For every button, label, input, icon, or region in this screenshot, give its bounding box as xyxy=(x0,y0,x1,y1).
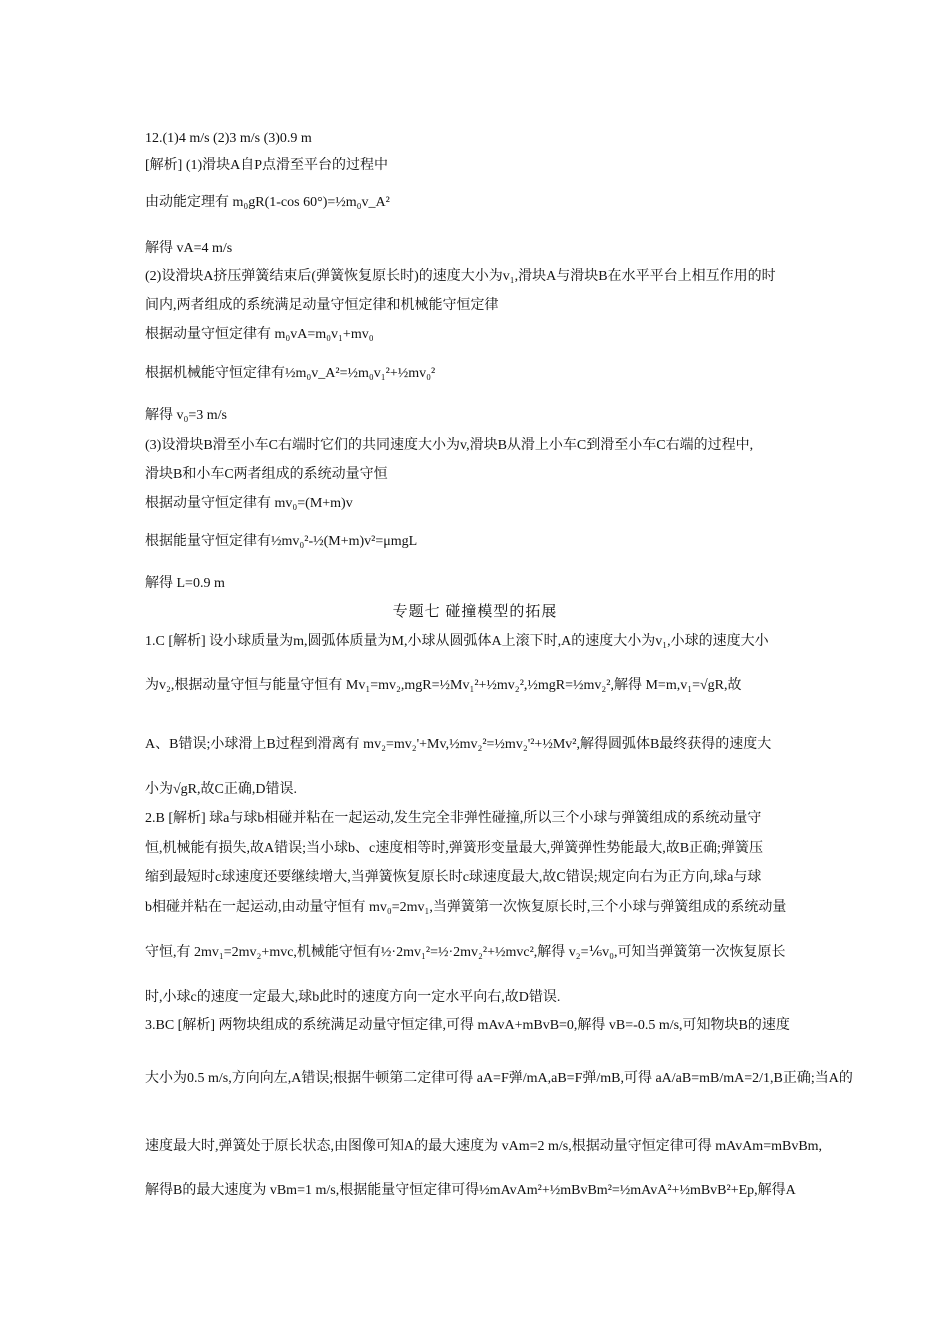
formula-line: 为v₂,根据动量守恒与能量守恒有 Mv₁=mv₂,mgR=½Mv₁²+½mv₂²,½mgR=½mv₂²,解得 M=m,v₁=√gR,故 xyxy=(145,678,742,693)
solution-line: (3)设滑块B滑至小车C右端时它们的共同速度大小为v,滑块B从滑上小车C到滑至小车C右端的过程中, xyxy=(145,438,754,453)
solution-line: 间内,两者组成的系统满足动量守恒定律和机械能守恒定律 xyxy=(145,298,499,313)
answer-12-header: 12.(1)4 m/s (2)3 m/s (3)0.9 m xyxy=(145,131,312,146)
solution-line: 解得 v₀=3 m/s xyxy=(145,408,228,423)
solution-line: 缩到最短时c球速度还要继续增大,当弹簧恢复原长时c球速度最大,故C错误;规定向右为正方向,球a与球 xyxy=(145,870,762,885)
solution-line: 时,小球c的速度一定最大,球b此时的速度方向一定水平向右,故D错误. xyxy=(145,990,561,1005)
solution-line: [解析] (1)滑块A自P点滑至平台的过程中 xyxy=(145,158,389,173)
answer-2-line: 2.B [解析] 球a与球b相碰并粘在一起运动,发生完全非弹性碰撞,所以三个小球与弹簧组成的系统动量守 xyxy=(145,811,762,826)
formula-line: A、B错误;小球滑上B过程到滑离有 mv₂=mv₂'+Mv,½mv₂²=½mv₂'²+½Mv²,解得圆弧体B最终获得的速度大 xyxy=(145,737,772,752)
solution-line: 解得 vA=4 m/s xyxy=(145,241,233,256)
solution-line: 解得 L=0.9 m xyxy=(145,576,225,591)
solution-line: 根据动量守恒定律有 mv₀=(M+m)v xyxy=(145,496,353,511)
formula-line: 根据机械能守恒定律有½m₀v_A²=½m₀v₁²+½mv₀² xyxy=(145,366,436,381)
solution-line: 速度最大时,弹簧处于原长状态,由图像可知A的最大速度为 vAm=2 m/s,根据动量守恒定律可得 mAvAm=mBvBm, xyxy=(145,1139,823,1154)
solution-line: b相碰并粘在一起运动,由动量守恒有 mv₀=2mv₁,当弹簧第一次恢复原长时,三个小球与弹簧组成的系统动量 xyxy=(145,900,787,915)
solution-line: (2)设滑块A挤压弹簧结束后(弹簧恢复原长时)的速度大小为v₁,滑块A与滑块B在水平平台上相互作用的时 xyxy=(145,269,776,284)
solution-line: 小为√gR,故C正确,D错误. xyxy=(145,782,297,797)
solution-line: 滑块B和小车C两者组成的系统动量守恒 xyxy=(145,467,388,482)
formula-line: 由动能定理有 m₀gR(1-cos 60°)=½m₀v_A² xyxy=(145,195,390,210)
answer-3-line: 3.BC [解析] 两物块组成的系统满足动量守恒定律,可得 mAvA+mBvB=0,解得 vB=-0.5 m/s,可知物块B的速度 xyxy=(145,1018,790,1033)
formula-line: 大小为0.5 m/s,方向向左,A错误;根据牛顿第二定律可得 aA=F弹/mA,aB=F弹/mB,可得 aA/aB=mB/mA=2/1,B正确;当A的 xyxy=(145,1071,853,1086)
answer-1-line: 1.C [解析] 设小球质量为m,圆弧体质量为M,小球从圆弧体A上滚下时,A的速度大小为v₁,小球的速度大小 xyxy=(145,634,769,649)
formula-line: 解得B的最大速度为 vBm=1 m/s,根据能量守恒定律可得½mAvAm²+½mBvBm²=½mAvA²+½mBvB²+Ep,解得A xyxy=(145,1183,796,1198)
solution-line: 根据动量守恒定律有 m₀vA=m₀v₁+mv₀ xyxy=(145,327,374,342)
formula-line: 根据能量守恒定律有½mv₀²-½(M+m)v²=μmgL xyxy=(145,534,418,549)
solution-line: 恒,机械能有损失,故A错误;当小球b、c速度相等时,弹簧形变量最大,弹簧弹性势能最大,故B正确;弹簧压 xyxy=(145,841,763,856)
section-title: 专题七 碰撞模型的拓展 xyxy=(392,604,558,620)
formula-line: 守恒,有 2mv₁=2mv₂+mvc,机械能守恒有½·2mv₁²=½·2mv₂²+½mvc²,解得 v₂=⅙v₀,可知当弹簧第一次恢复原长 xyxy=(145,945,786,960)
